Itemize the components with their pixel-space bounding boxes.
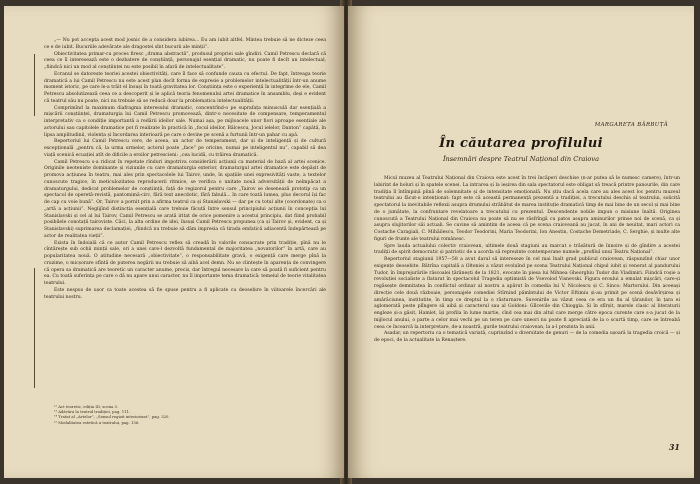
paragraph: „— Nu pot accepta acest mod josnic de a considera iubirea... Eu am iubit altfel. Mintea trebuie să ne dicteze ceea ce e de iubit. Bucuriile adevărate ale dragostei sînt bucurii ale minții”. xyxy=(44,38,326,50)
article-author: MARGARETA BĂRBUȚĂ xyxy=(594,122,668,128)
right-text-column xyxy=(374,176,680,345)
footnotes xyxy=(54,404,314,425)
page-number: 31 xyxy=(668,442,680,452)
paragraph: Comprimînd la maximum diafragma interesului dramatic, concentrînd-o pe suprafața minusculă dar esențială a mișcării conștiinței, dramaturgia lui Camil Petrescu promovează, dintr-o necesitate de compensare, temperamentul interpretativ ca o condiție importantă a redării ideilor sale. Numai așa, pe mijloacele unor fiori aproape esențiale ale actorului sau capitolele dramatice pot fi realizate în practică în „focul ideilor, Bălcescu, Jocul ielelor, Danton” capătă, în lipsa amplitudinii, violența și încordarea interioară pe care o devine pe scenă a furtunii într-un pahar cu apă. xyxy=(44,105,326,138)
left-page xyxy=(4,6,344,478)
right-page xyxy=(348,6,694,478)
article-title: În căutarea profilului xyxy=(439,136,603,151)
paragraph: Asadar, un repertoriu ca o tematică variată, cuprinzînd o diversitate de genuri — de la comedia ușoară la tragedia croică — și de epoci, de la actualitate la Renaștere. xyxy=(374,331,680,343)
footnote: ¹² Act teoretic, ediția III, scena 3. xyxy=(54,404,119,409)
paragraph: Exista în îndoială că ce autor Camil Petrescu reflex să creadă în valorile consacrate prin tradiție, pînă nu le cîntărește sub ochii minții sale, ori a unei care-l dezvoltă fundamental de majoritatea „novatorilor” în artă, care au popularitatea nouă. O atitudine necesară „obiectivitate”, o responsabilitate gravă, o exigență care merge pînă la cruzime, o micșorare sfîntă de puterea negării nu trebuie să aibă acel demn. Nu se clintește în aparența de convingere că opera sa dramatică are teoretic un caracter anume, precis, dar întregul necesare la care să poată fi suficient pentru ea. Cu toată suferința pe care o dă nu apare unui caracter, nu îl importante tema dramatică: temeiul de teorie vitalitatea teatrului. xyxy=(44,240,326,286)
paragraph: Spre lauda actualului colectiv craiovean, ultimele două stagiuni au marcat o trăsătură de înnoire și de gîndire a acestei tradiții de spirit democratic și patriotic de a acorda să reprezinte contemporane numele „profilul unui Teatru Național”. xyxy=(374,243,680,256)
footnote: ¹³ Adăvăra la teatrul tradiției, pag. 111. xyxy=(54,409,131,415)
paragraph: Repertoriul lui Camil Petrescu cere, de aceea, un actor de temperament, dar și de inteligență și de cultură excepțională „pentru că, la urma urmelor, actorul poate „face” pe oricine, numai pe inteligentul nu”, capabil să dea viață scenică ecuației atît de dificile a eroilor petrescieni: „cea lucidă, cu trăirea dramatică. xyxy=(44,139,326,158)
footnote: ¹⁵ Modalitatea estetică a teatrului, pag. 136. xyxy=(54,419,140,425)
paragraph: Repertoriul stagiunii 1957—58 a avut darul să intereseze în cel mai înalt grad publicul craiovean, răspunzînd chiar unor exigențe deosebite. Bătrîna capitală a Olteniei a văzut evoluînd pe scena Teatrului Național chipul iubit și venerat al pandurului Tudor, în împrejurările răscoalei țărănești de la 1821, evocate în piesa lui Mihnea Gheorghiu Tudor din Vladimiri. Fiindcă roșie a revoluției socialiste a flaturat în spectacolul Tragedia optimistă de Vsevolod Visnevski. Figura eroului a emulat mișcări, care-și regăsește demnitatea în conflictul ordinar al nostru a apărut în comedia lui V. Nicolescu și C. Sinco: Martorului. Din aceeași direcție cele două războaie, personajele comediei Stîrnind pămîntului de Victor Eftimiu și-au primit pe scenă desăvîrșirea și amărăciunea, institutite, în timp ce dreptul la o răsturnare. Suvenirile au văzut ceea ce era un fiu al țăranilor, în țara ei aglomerată peste plîngere să aibă și caracterul sau al Goldoni: Gîlcevile din Chioggia. Și în sfîrșit, marele clasic al literaturii engleze și-a găsit, Hamlet, își profila în lume martie, cînd cea mai din altul care merge către epoca curente care s-a jucat de la mijlocul anului, o parte a celor mai vechi pe un teren pe care uneori nu poate fi apreciată de la o scurtă timp, care se întreabă ceea ce încearcă la interpretare, de-a noastră, gurile teatrului craiovean, la a-l prezinta în anii. xyxy=(374,257,680,330)
margin-bracket xyxy=(34,268,41,388)
paragraph: Camil Petrescu s-a ridicat în repetate rînduri impotriva considerării acțiunii ca material de bază al artei scenice. Originile neoteniste dominante și viziunile cu care dramaturgia exterior, dramaturgul artei dramatice este depășit de promova acțiunea în teatru, mai ales prin spectacolele lui Tairov, unde, în spațiile unei expresivități vaste, a textelor cunoscute tragice, în meticulozitatea reproducerii ritmice, se verifica o unitate nouă adversității de neîmpăcat a dramaturgului, dedicat problemelor de conștiință, față de regizorul pentru care „Tairov se desenează prototip ca un spectacol de operetă-revistă, pantomimă-circ, fără text anecdotic, fără fabulă... în care toată lumea, plus decorul își fac de cap cu voie bună”. Or, Tairov a pornit prin a afirma teatrul ca și Stanislavski — dar pe cu totul alte (coordonate) ca o „artă a acțiunii”. Neglijînd distincția esențială care trebuie făcută între sensul principiului acțiunii în concepția lui Stanislavski și cel al lui Tairov, Camil Petrescu se arată iritat de orice pomenire a acestui principiu, dat fiind probabil posibilele conotații tairoviste. Căci, la alta ordine de idei, însuși Camil Petrescu propunea (ca și Tairov și, evident, ca și Stanislavski) suprimarea declamației, „fiindcă nu trebuie să dăm impresia că tirada emfatică adiacentă îndepărtează pe actor de realitatea vieții”. xyxy=(44,159,326,239)
paragraph: Ecranul se datorește teoriei acestei obiectivități, care îl face să confunde cauza cu efectul. De fapt, întreaga teorie dramatică a lui Camil Petrescu nu este acest plan decît forma de expresie a problemelor intelectualității într-un anume moment istoric, pe care le-a trăit el însuși în toată gravitatea lor. Conștiința este o experiență în integrime de ele, Camil Petrescu absolutizează ceea ce a descoperit și le aplică teoria fenomenului artei dramatice în ansamblu, deși e evident că teatrul său nu poate, nici nu trebuie să se reducă doar la problematica intelectualității. xyxy=(44,71,326,104)
left-text-column xyxy=(44,38,326,301)
paragraph: Este nespus de ușor ca toate acestea să fie spuse pentru a fi aplicate cu deosebire în viitoarele încercări ale teatrului nostru. xyxy=(44,287,326,300)
article-subtitle: Însemnări despre Teatrul Național din Craiova xyxy=(442,155,600,163)
paragraph: Obiectivitatea primar-cu proces firesc „drama abstractă”, produsul propriei sale gîndiri. Camil Petrescu declară că ceea ce îl interesează este o dezbatere de conștiință, personajul esențial dramatic, nu poate fi decît un intelectual, „fiindcă nici un mod al conștiinței nu este posibil în afară de intelectualitate”. xyxy=(44,51,326,70)
footnote: ¹⁴ Tratat al „Artelor”, „Sensul regizit interiorizat”, pag. 320. xyxy=(54,414,170,420)
paragraph: Micul muzeu al Teatrului Național din Craiova este acest în trei încăperi deschise (n-ar putea să le numesc camere), într-un labirint de holuri și în spatele scenei. La intrarea și la ieșirea din sala spectatorul este obligat să treacă printre panourile, din care tradiția îl întîmpină plină de solemnitate și de intensitate emoțională. Nu știu dacă acela care au ales acest loc pentru muzeul teatrului au făcut-o intenționat: fapt este că această permanență prezentă a tradiției, a trecutului deschis al teatrului, solicită spectatorul la inevitabile reflexii asupra drumului străbătut de marea instituție dramatică timp de mai bine de un secol și mai bine de o jumătate, la confruntare revelatoare a trecutului cu prezentul. Descendențe nobile impun o misiune înaltă. Originea cunoscută a Teatrului Național din Craiova nu poate să nu se răsfrîngă cu patos asupra aminurilor prinse noi de scenă, ca și asupra slujitorilor săi actuali. Se cuvine să amintim de aceea că pe scena craioveană au jucat, în ani de neuitat, mari actori ca Costache Caragiali, C. Mihăilescu, Teodor Teodorini, Maria Teodorini, Ion Anestin, Costache Demetriade, C. Serghie, și multe alte figuri de frunte ale teatrului românesc. xyxy=(374,176,680,242)
margin-bracket xyxy=(34,54,41,116)
